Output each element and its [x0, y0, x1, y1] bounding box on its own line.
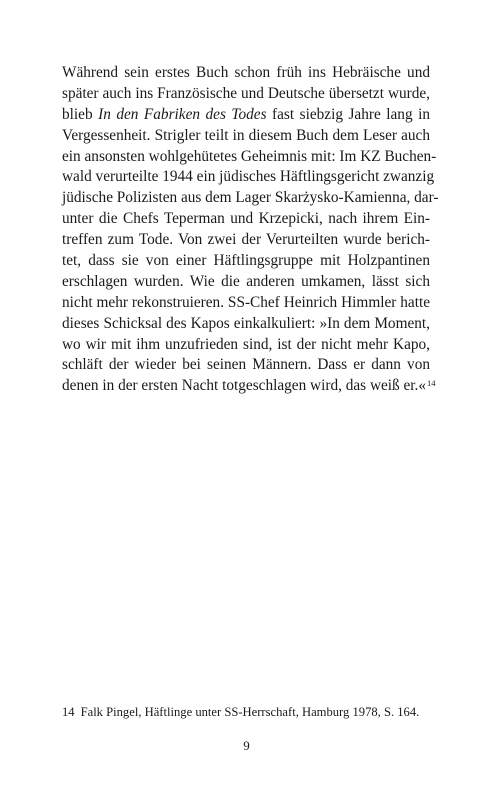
footnote: [62, 704, 442, 720]
text-fragment: blieb: [62, 105, 99, 123]
text-fragment: denen in der ersten Nacht totgeschlagen wird, das weiß er.«: [62, 377, 427, 395]
text-line: erschlagen wurden. Wie die anderen umkamen, lässt sich: [62, 272, 430, 290]
footnote-text: Falk Pingel, Häftlinge unter SS-Herrschaft, Hamburg 1978, S. 164.: [80, 705, 420, 719]
text-line: später auch ins Französische und Deutsche übersetzt wurde,: [62, 84, 430, 102]
text-line: wald verurteilte 1944 ein jüdisches Häftlingsgericht zwanzig: [62, 168, 435, 186]
text-line: [62, 376, 436, 397]
body-paragraph: [62, 63, 439, 397]
text-line: treffen zum Tode. Von zwei der Verurteilten wurde berich-: [62, 231, 430, 249]
text-line: nicht mehr rekonstruieren. SS-Chef Heinrich Himmler hatte: [62, 293, 430, 311]
text-line: wo wir mit ihm unzufrieden sind, ist der nicht mehr Kapo,: [62, 335, 430, 353]
text-line: tet, dass sie von einer Häftlingsgruppe mit Holzpantinen: [62, 252, 430, 270]
page-number: 9: [243, 738, 250, 753]
text-line: Während sein erstes Buch schon früh ins Hebräische und: [62, 64, 430, 81]
text-fragment: fast siebzig Jahre lang in: [266, 105, 430, 123]
text-line: jüdische Polizisten aus dem Lager Skarżysko-Kamienna, dar-: [62, 189, 439, 207]
footnote-number: 14: [62, 705, 75, 719]
text-line: dieses Schicksal des Kapos einkalkuliert: »In dem Moment,: [62, 314, 430, 332]
text-line: ein ansonsten wohlgehütetes Geheimnis mit: Im KZ Buchen-: [62, 147, 437, 165]
text-line: schläft der wieder bei seinen Männern. Dass er dann von: [62, 356, 430, 374]
text-line: unter die Chefs Teperman und Krzepicki, nach ihrem Ein-: [62, 210, 430, 228]
book-title-italic: In den Fabriken des Todes: [98, 105, 267, 123]
footnote-reference[interactable]: 14: [427, 378, 436, 389]
text-line: Vergessenheit. Strigler teilt in diesem Buch dem Leser auch: [62, 126, 430, 144]
text-line: [62, 105, 430, 126]
